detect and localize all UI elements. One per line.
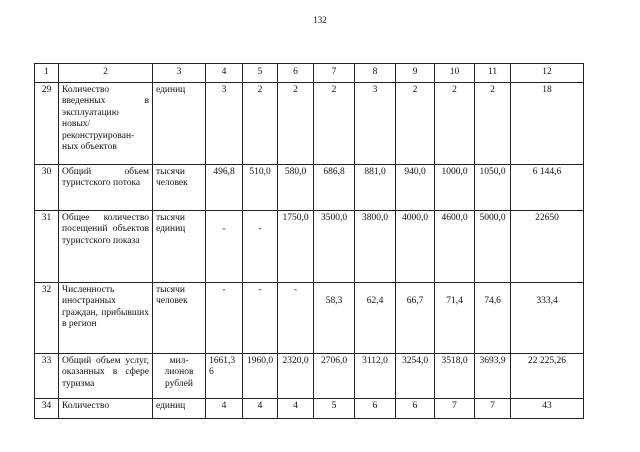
value-cell: 3 [206, 82, 243, 164]
numeric-value: 66,7 [406, 295, 424, 306]
value-cell: 1661,3 6 [206, 353, 243, 398]
value-cell: - [278, 282, 314, 353]
header-cell: 3 [153, 64, 206, 83]
header-cell: 12 [511, 64, 584, 83]
value-cell: 5000,0 [475, 210, 511, 282]
value-cell: 4 [206, 398, 243, 418]
value-cell: 2 [278, 82, 314, 164]
value-cell: 4600,0 [435, 210, 475, 282]
header-cell: 5 [243, 64, 278, 83]
value-cell: 510,0 [243, 164, 278, 210]
header-cell: 10 [435, 64, 475, 83]
value-cell: 2320,0 [278, 353, 314, 398]
row-number: 29 [35, 82, 59, 164]
value-cell: 43 [511, 398, 584, 418]
value-cell: 4 [278, 398, 314, 418]
numeric-value: 74,6 [484, 295, 501, 306]
value-cell: 2 [435, 82, 475, 164]
value-cell [435, 282, 475, 353]
value-cell: 686,8 [314, 164, 355, 210]
value-cell: 496,8 [206, 164, 243, 210]
value-cell [206, 210, 243, 282]
value-cell: 4 [243, 398, 278, 418]
row-number: 31 [35, 210, 59, 282]
value-cell [243, 210, 278, 282]
value-cell: 5 [314, 398, 355, 418]
header-cell: 6 [278, 64, 314, 83]
value-cell: 1000,0 [435, 164, 475, 210]
value-cell: 3693,9 [475, 353, 511, 398]
value-cell: 3800,0 [355, 210, 396, 282]
value-cell: 1750,0 [278, 210, 314, 282]
value-cell [511, 282, 584, 353]
table-row [35, 82, 584, 164]
header-cell: 9 [396, 64, 435, 83]
value-cell: 940,0 [396, 164, 435, 210]
indicators-table [34, 63, 584, 419]
value-cell: 7 [435, 398, 475, 418]
table-row [35, 210, 584, 282]
value-cell: 6 [355, 398, 396, 418]
indicator-name: Численность иностранных граждан, прибывших в регион [59, 282, 153, 353]
unit-cell: единиц [153, 82, 206, 164]
row-number: 34 [35, 398, 59, 418]
unit-cell: тысячи человек [153, 164, 206, 210]
numeric-value: 333,4 [536, 295, 558, 306]
value-cell: 6 [396, 398, 435, 418]
header-cell: 11 [475, 64, 511, 83]
table-row [35, 353, 584, 398]
value-cell: 7 [475, 398, 511, 418]
value-cell: - [206, 282, 243, 353]
dash-value: - [222, 223, 226, 234]
header-cell: 7 [314, 64, 355, 83]
indicator-name: Общее количество посещений объектов туристского показа [59, 210, 153, 282]
value-cell [475, 282, 511, 353]
row-number: 33 [35, 353, 59, 398]
value-cell: 3518,0 [435, 353, 475, 398]
header-row [35, 64, 584, 83]
value-cell: 4000,0 [396, 210, 435, 282]
header-cell: 8 [355, 64, 396, 83]
value-cell: 22650 [511, 210, 584, 282]
numeric-value: 58,3 [325, 295, 343, 306]
numeric-value: 62,4 [366, 295, 384, 306]
indicator-name: Общий объем услуг, оказанных в сфере туризма [59, 353, 153, 398]
value-cell: 3 [355, 82, 396, 164]
value-cell: 2 [396, 82, 435, 164]
value-cell: 2 [475, 82, 511, 164]
header-cell: 4 [206, 64, 243, 83]
table-row [35, 164, 584, 210]
value-cell: 3254,0 [396, 353, 435, 398]
value-cell: 881,0 [355, 164, 396, 210]
indicator-name: Количество введенных в эксплуатацию новых/ реконструирован-ных объектов [59, 82, 153, 164]
unit-cell: единиц [153, 398, 206, 418]
value-cell: 22 225,26 [511, 353, 584, 398]
header-cell: 2 [59, 64, 153, 83]
value-cell: 3112,0 [355, 353, 396, 398]
value-cell: 1050,0 [475, 164, 511, 210]
page-number: 132 [313, 15, 327, 25]
value-cell: 580,0 [278, 164, 314, 210]
value-cell: 1960,0 [243, 353, 278, 398]
value-cell [314, 282, 355, 353]
table-row [35, 398, 584, 418]
value-cell: 6 144,6 [511, 164, 584, 210]
unit-cell: тысячи человек [153, 282, 206, 353]
value-cell: 2 [243, 82, 278, 164]
value-cell: - [243, 282, 278, 353]
row-number: 32 [35, 282, 59, 353]
value-cell: 2706,0 [314, 353, 355, 398]
unit-cell: мил-лионов рублей [153, 353, 206, 398]
unit-cell: тысячи единиц [153, 210, 206, 282]
table-row [35, 282, 584, 353]
row-number: 30 [35, 164, 59, 210]
dash-value: - [258, 223, 262, 234]
value-cell: 18 [511, 82, 584, 164]
value-cell: 2 [314, 82, 355, 164]
value-cell [355, 282, 396, 353]
header-cell: 1 [35, 64, 59, 83]
indicator-name: Количество [59, 398, 153, 418]
value-cell [396, 282, 435, 353]
indicator-name: Общий объем туристского потока [59, 164, 153, 210]
value-cell: 3500,0 [314, 210, 355, 282]
numeric-value: 71,4 [446, 295, 463, 306]
